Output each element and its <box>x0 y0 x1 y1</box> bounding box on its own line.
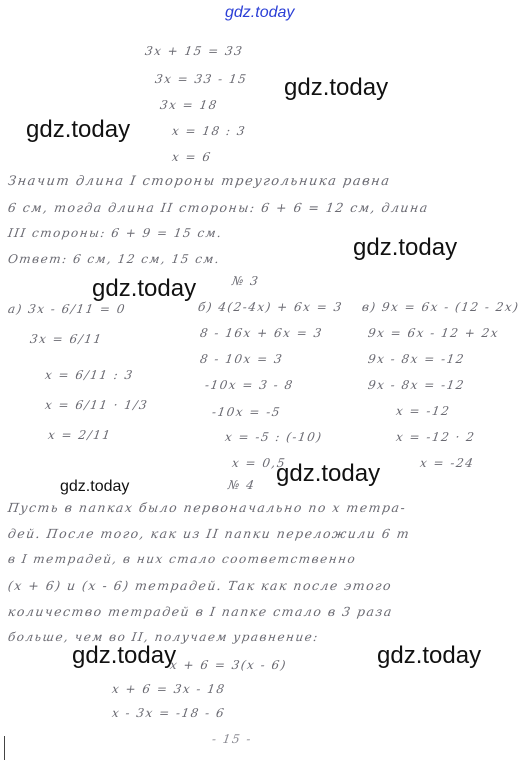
equation-line: 3x + 15 = 33 <box>144 44 245 58</box>
equation-line: 9x - 8x = -12 <box>367 352 466 366</box>
watermark-header: gdz.today <box>225 4 295 21</box>
equation-line: x = -12 · 2 <box>395 430 477 444</box>
text-line: III стороны: 6 + 9 = 15 см. <box>7 226 224 240</box>
equation-line: -10x = 3 - 8 <box>204 378 295 392</box>
problem-number: № 4 <box>227 478 257 492</box>
equation-line: x + 6 = 3(x - 6) <box>169 658 288 672</box>
watermark: gdz.today <box>60 478 130 495</box>
text-line: количество тетрадей в I папке стало в 3 раза <box>6 604 394 619</box>
equation-line: -10x = -5 <box>211 405 282 419</box>
watermark: gdz.today <box>92 275 197 302</box>
watermark: gdz.today <box>72 642 177 669</box>
watermark: gdz.today <box>276 460 381 487</box>
equation-line: а) 3x - 6/11 = 0 <box>7 302 127 316</box>
equation-line: б) 4(2-4x) + 6x = 3 <box>197 300 344 314</box>
text-line: 6 см, тогда длина II стороны: 6 + 6 = 12 см, длина <box>6 200 430 215</box>
equation-line: 8 - 16x + 6x = 3 <box>199 326 324 340</box>
equation-line: 3x = 33 - 15 <box>154 72 249 86</box>
text-line: Пусть в папках было первоначально по x тетра- <box>6 500 408 515</box>
page-number: - 15 - <box>211 732 253 746</box>
equation-line: x = 6/11 · 1/3 <box>44 398 150 412</box>
text-line: больше, чем во II, получаем уравнение: <box>7 630 320 644</box>
equation-line: x = -5 : (-10) <box>224 430 324 444</box>
text-line: (x + 6) и (x - 6) тетрадей. Так как после этого <box>6 578 394 593</box>
margin-mark <box>4 736 5 760</box>
problem-number: № 3 <box>231 274 261 288</box>
answer-line: Ответ: 6 см, 12 см, 15 см. <box>7 252 222 266</box>
watermark: gdz.today <box>377 642 482 669</box>
equation-line: x = -24 <box>419 456 476 470</box>
equation-line: 8 - 10x = 3 <box>199 352 285 366</box>
watermark: gdz.today <box>353 234 458 261</box>
equation-line: 3x = 18 <box>159 98 219 112</box>
equation-line: 9x - 8x = -12 <box>367 378 466 392</box>
equation-line: x = 18 : 3 <box>171 124 248 138</box>
equation-line: x + 6 = 3x - 18 <box>111 682 227 696</box>
watermark: gdz.today <box>284 74 389 101</box>
equation-line: x = 0,5 <box>231 456 288 470</box>
text-line: Значит длина I стороны треугольника равна <box>6 174 392 189</box>
text-line: в I тетрадей, в них стало соответственно <box>7 552 358 566</box>
equation-line: x = 6 <box>171 150 213 164</box>
text-line: дей. После того, как из II папки переложили 6 т <box>6 526 412 541</box>
equation-line: x - 3x = -18 - 6 <box>111 706 227 720</box>
equation-line: в) 9x = 6x - (12 - 2x) <box>361 300 521 314</box>
watermark: gdz.today <box>26 116 131 143</box>
equation-line: x = 2/11 <box>47 428 113 442</box>
equation-line: x = 6/11 : 3 <box>44 368 135 382</box>
equation-line: 9x = 6x - 12 + 2x <box>367 326 501 340</box>
equation-line: 3x = 6/11 <box>29 332 104 346</box>
equation-line: x = -12 <box>395 404 452 418</box>
